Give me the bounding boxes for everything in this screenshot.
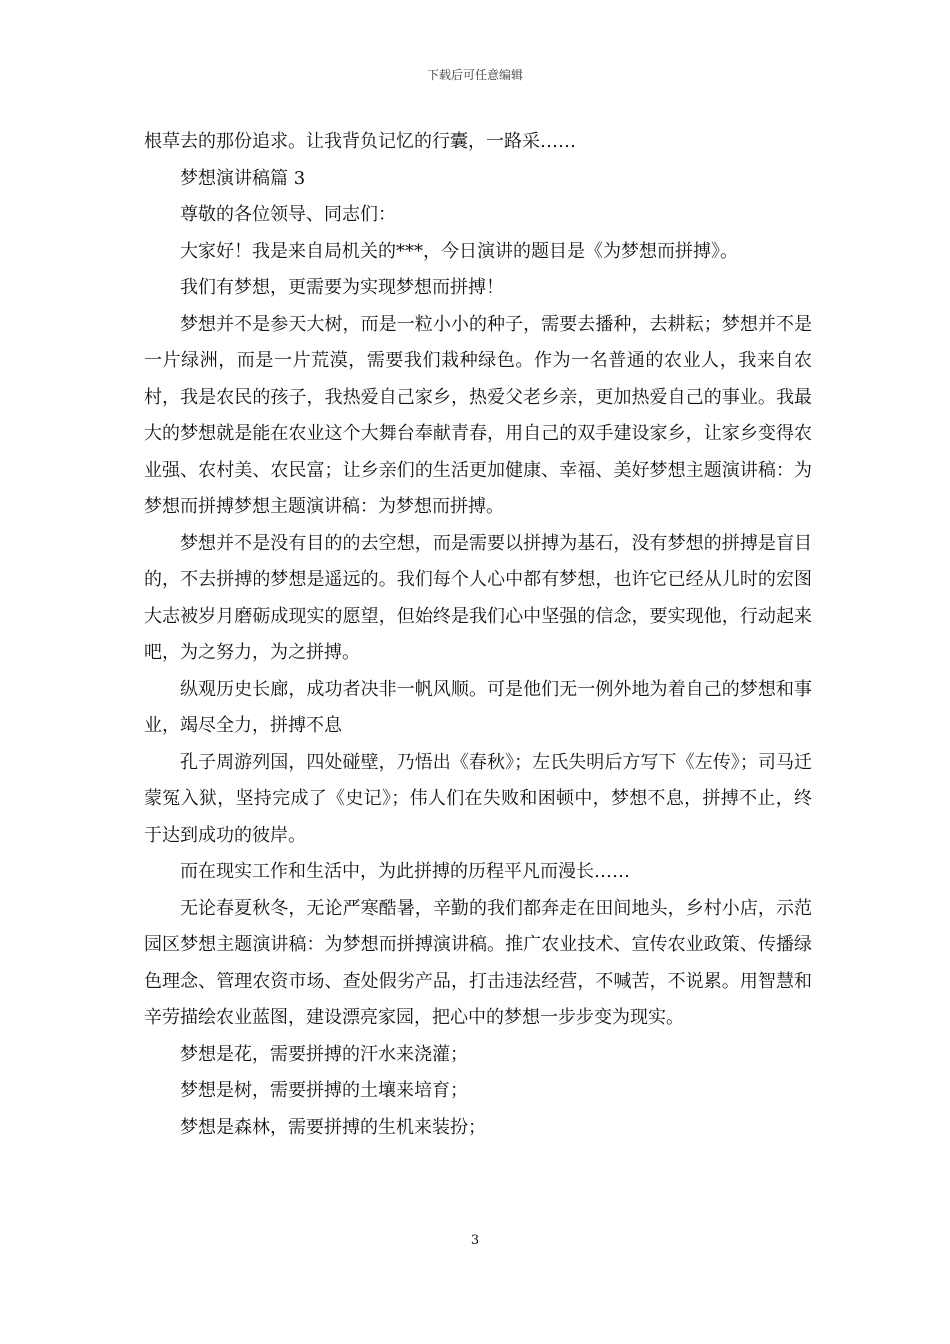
document-body xyxy=(144,124,812,1146)
paragraph-continuation: 根草去的那份追求。让我背负记忆的行囊，一路采…… xyxy=(144,131,576,152)
paragraph: 梦想是森林，需要拼搏的生机来装扮； xyxy=(180,1116,486,1138)
paragraph: 而在现实工作和生活中，为此拼搏的历程平凡而漫长…… xyxy=(180,861,630,882)
page-number: 3 xyxy=(470,1233,480,1248)
paragraph: 梦想并不是没有目的的去空想，而是需要以拼搏为基石，没有梦想的拼搏是盲目的，不去拼搏的梦想是遥远的。我们每个人心中都有梦想，也许它已经从儿时的宏图大志被岁月磨砺成现实的愿望，但始终是我们心中坚强的信念，要实现他，行动起来吧，为之努力，为之拼搏。 xyxy=(144,532,812,663)
paragraph: 无论春夏秋冬，无论严寒酷暑，辛勤的我们都奔走在田间地头，乡村小店，示范园区梦想主题演讲稿：为梦想而拼搏演讲稿。推广农业技术、宣传农业政策、传播绿色理念、管理农资市场、查处假劣产品，打击违法经营，不喊苦，不说累。用智慧和辛劳描绘农业蓝图，建设漂亮家园，把心中的梦想一步步变为现实。 xyxy=(144,897,812,1028)
paragraph: 梦想并不是参天大树，而是一粒小小的种子，需要去播种，去耕耘；梦想并不是一片绿洲，而是一片荒漠，需要我们栽种绿色。作为一名普通的农业人，我来自农村，我是农民的孩子，我热爱自己家乡，热爱父老乡亲，更加热爱自己的事业。我最大的梦想就是能在农业这个大舞台奉献青春，用自己的双手建设家乡，让家乡变得农业强、农村美、农民富；让乡亲们的生活更加健康、幸福、美好梦想主题演讲稿：为梦想而拼搏梦想主题演讲稿：为梦想而拼搏。 xyxy=(144,313,812,517)
salutation: 尊敬的各位领导、同志们： xyxy=(180,204,396,225)
paragraph: 大家好！我是来自局机关的***，今日演讲的题目是《为梦想而拼搏》。 xyxy=(180,240,738,262)
paragraph: 孔子周游列国，四处碰壁，乃悟出《春秋》；左氏失明后方写下《左传》；司马迁蒙冤入狱，坚持完成了《史记》；伟人们在失败和困顿中，梦想不息，拼搏不止，终于达到成功的彼岸。 xyxy=(144,751,812,846)
paragraph: 梦想是花，需要拼搏的汗水来浇灌； xyxy=(180,1043,468,1065)
page-header-note: 下载后可任意编辑 xyxy=(426,68,523,82)
paragraph: 梦想是树，需要拼搏的土壤来培育； xyxy=(180,1080,468,1101)
section-heading: 梦想演讲稿篇 3 xyxy=(180,167,306,189)
paragraph: 纵观历史长廊，成功者决非一帆风顺。可是他们无一例外地为着自己的梦想和事业，竭尽全力，拼搏不息 xyxy=(144,678,812,736)
paragraph: 我们有梦想，更需要为实现梦想而拼搏！ xyxy=(180,277,504,298)
